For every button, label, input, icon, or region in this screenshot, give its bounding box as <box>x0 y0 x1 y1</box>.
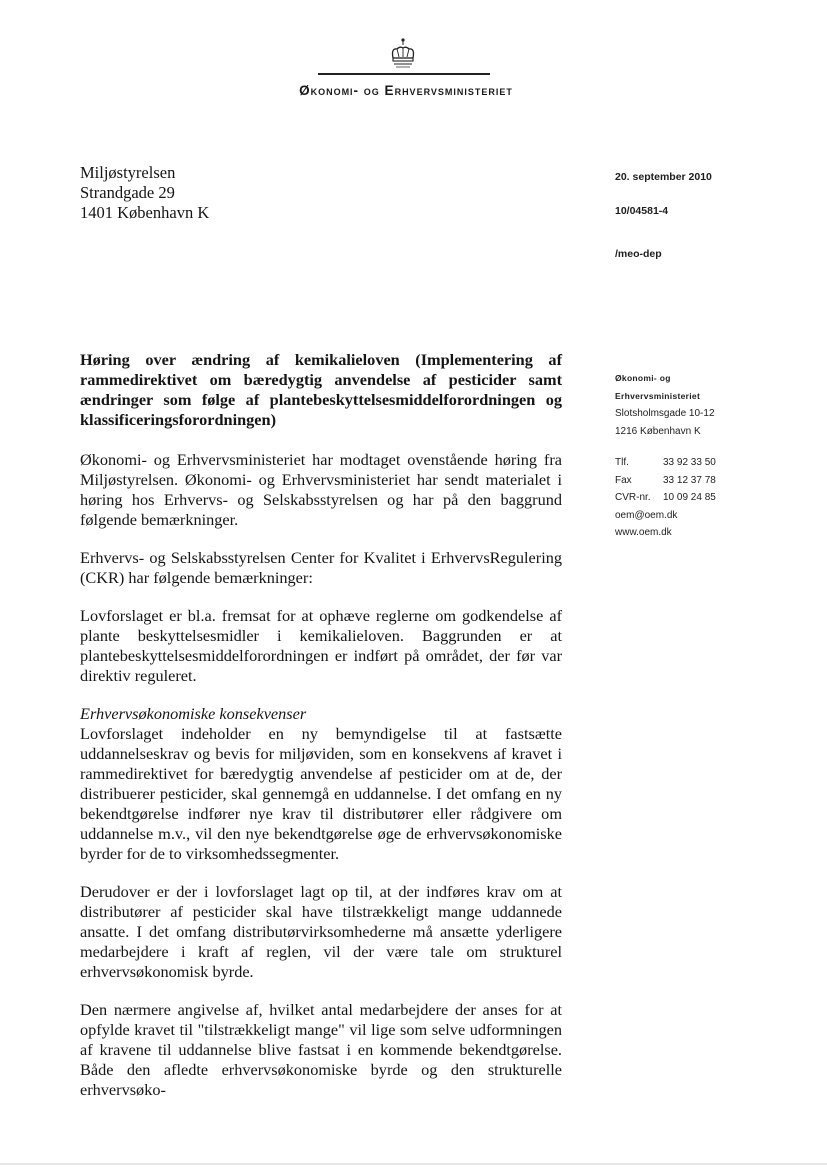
paragraph-1: Økonomi- og Erhvervsministeriet har modtaget ovenstående høring fra Miljøstyrelsen. Økonomi- og Erhvervsministeriet har sendt materialet i høring hos Erhvervs- og Selskabsstyrelsen og har på den baggrund følgende bemærkninger. <box>80 450 562 529</box>
sender-street: Slotsholmsgade 10-12 <box>615 408 715 419</box>
sender-fax <box>615 472 795 490</box>
cvr-value: 10 09 24 85 <box>663 492 716 503</box>
cvr-label: CVR-nr. <box>615 492 651 503</box>
phone-value: 33 92 33 50 <box>663 457 716 468</box>
letter-body <box>80 350 562 1100</box>
letter-subject: Høring over ændring af kemikalieloven (Implementering af rammedirektivet om bæredygtig anvendelse af pesticider samt ændringer som følge af plantebeskyttelsesmiddelforordningen og klassificeringsforordningen) <box>80 350 562 429</box>
paragraph-6: Den nærmere angivelse af, hvilket antal medarbejdere der anses for at opfylde kravet til "tilstrækkeligt mange" vil lige som selve udformningen af kravene til uddannelse blive fastsat i en kommende bekendtgørelse. Både den afledte erhvervsøkonomiske byrde og den strukturelle erhvervsøko- <box>80 1000 562 1099</box>
sender-phone <box>615 454 795 472</box>
paragraph-2: Erhvervs- og Selskabsstyrelsen Center for Kvalitet i ErhvervsRegulering (CKR) har følgende bemærkninger: <box>80 548 562 587</box>
paragraph-3: Lovforslaget er bl.a. fremsat for at ophæve reglerne om godkendelse af plante beskyttelsesmidler i kemikalieloven. Baggrunden er at plantebeskyttelsesmiddelforordningen er indført på området, der før var direktiv reguleret. <box>80 606 562 685</box>
paragraph-4: Lovforslaget indeholder en ny bemyndigelse til at fastsætte uddannelseskrav og bevis for miljøviden, som en konsekvens af kravet i rammedirektivet for bæredygtig anvendelse af pesticider om at de, der distribuerer pesticider, skal gennemgå en uddannelse. I det omfang en ny bekendtgørelse indfører nye krav til distributører eller rådgivere om uddannelse m.v., vil den nye bekendtgørelse øge de erhvervsøkonomiske byrder for de to virksomhedssegmenter. <box>80 724 562 863</box>
section-subheading: Erhvervsøkonomiske konsekvenser <box>80 704 307 723</box>
sender-city: 1216 København K <box>615 425 701 437</box>
author-initials: /meo-dep <box>615 248 662 260</box>
sender-website: www.oem.dk <box>615 527 672 538</box>
sender-block <box>615 370 795 542</box>
reference-number: 10/04581-4 <box>615 205 669 217</box>
fax-label: Fax <box>615 474 632 486</box>
sender-name-line1: Økonomi- og <box>615 373 671 383</box>
sender-cvr <box>615 489 795 507</box>
sender-name-line2: Erhvervsministeriet <box>615 390 701 401</box>
ministry-name: Økonomi- og Erhvervsministeriet <box>299 83 513 98</box>
letterhead-rule <box>318 73 490 75</box>
fax-value: 33 12 37 78 <box>663 474 716 486</box>
letter-date: 20. september 2010 <box>615 171 712 183</box>
recipient-city: 1401 København K <box>80 203 210 222</box>
recipient-name: Miljøstyrelsen <box>80 163 176 182</box>
royal-crown-crest-icon <box>386 36 420 70</box>
scan-edge <box>0 1163 827 1165</box>
sender-email: oem@oem.dk <box>615 509 678 521</box>
phone-label: Tlf. <box>615 457 629 468</box>
recipient-street: Strandgade 29 <box>80 183 175 202</box>
paragraph-5: Derudover er der i lovforslaget lagt op til, at der indføres krav om at distributører af pesticider skal have tilstrækkeligt mange uddannede ansatte. I det omfang distributørvirksomhederne må ansætte yderligere medarbejdere i kraft af reglen, vil der være tale om strukturel erhvervsøkonomisk byrde. <box>80 882 562 981</box>
recipient-address <box>80 163 209 223</box>
